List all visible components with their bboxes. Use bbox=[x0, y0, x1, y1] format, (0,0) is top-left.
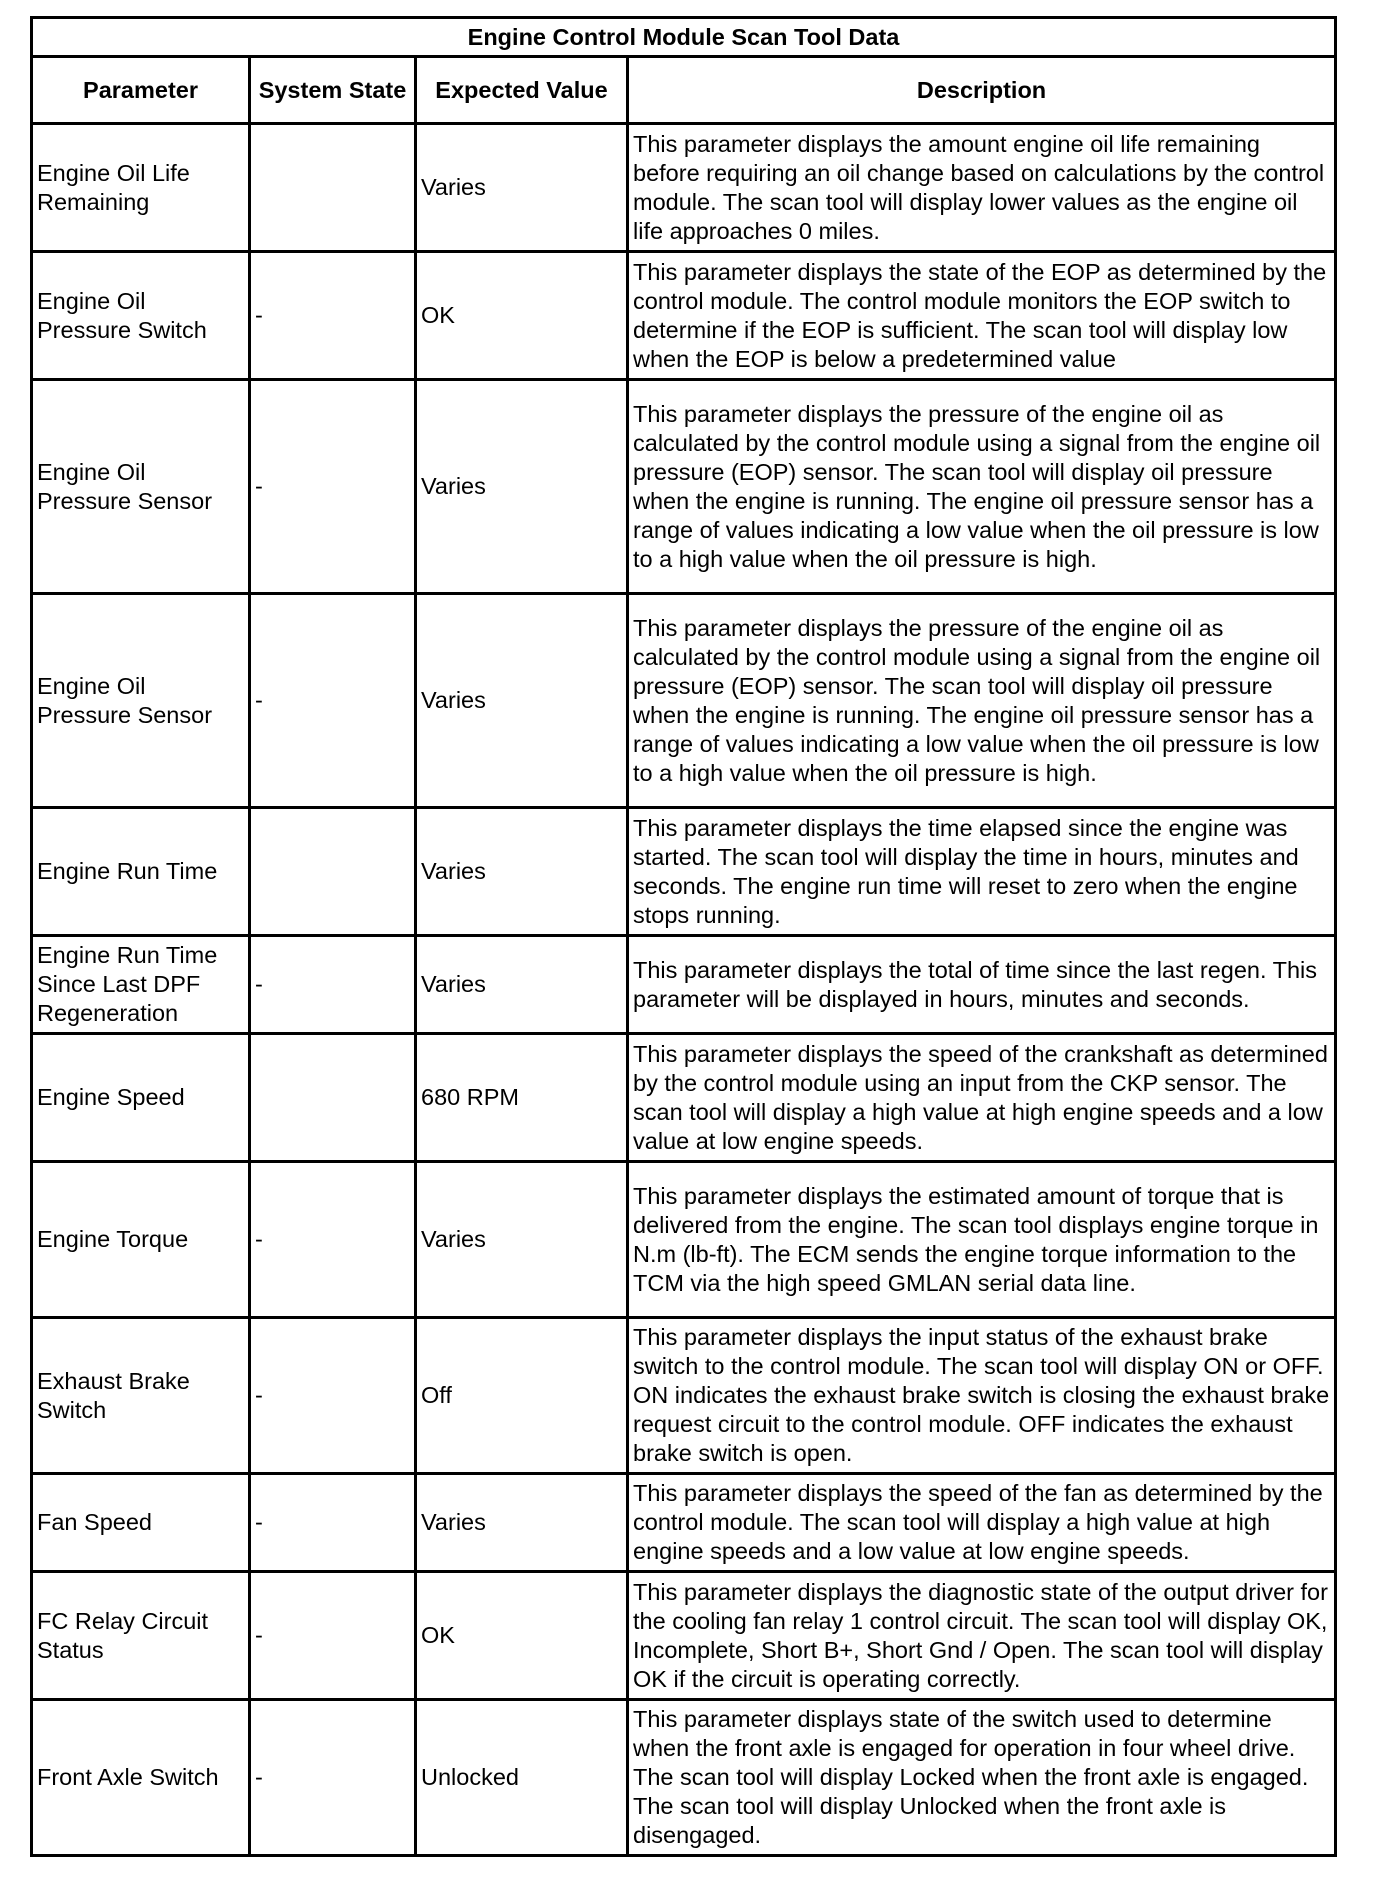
description-cell: This parameter displays the state of the EOP as determined by the control module. The control module monitors the EOP switch to determine if the EOP is sufficient. The scan tool will display low when the EOP is below a predetermined value bbox=[628, 252, 1336, 380]
system-state-cell: - bbox=[250, 380, 416, 594]
parameter-cell: Engine Oil Pressure Sensor bbox=[32, 594, 250, 808]
header-system-state: System State bbox=[250, 57, 416, 124]
expected-value-cell: Varies bbox=[416, 380, 628, 594]
expected-value-cell: Varies bbox=[416, 1162, 628, 1318]
system-state-cell: - bbox=[250, 936, 416, 1034]
expected-value-cell: 680 RPM bbox=[416, 1034, 628, 1162]
expected-value-cell: Off bbox=[416, 1318, 628, 1474]
expected-value-cell: Unlocked bbox=[416, 1700, 628, 1856]
parameter-cell: Fan Speed bbox=[32, 1474, 250, 1572]
description-cell: This parameter displays the input status of the exhaust brake switch to the control module. The scan tool will display ON or OFF. ON indicates the exhaust brake switch is closing the exhaust brake request circuit to the control module. OFF indicates the exhaust brake switch is open. bbox=[628, 1318, 1336, 1474]
scan-tool-data-table bbox=[30, 16, 1337, 1857]
description-cell: This parameter displays the diagnostic state of the output driver for the cooling fan relay 1 control circuit. The scan tool will display OK, Incomplete, Short B+, Short Gnd / Open. The scan tool will display OK if the circuit is operating correctly. bbox=[628, 1572, 1336, 1700]
table-row bbox=[32, 252, 1336, 380]
parameter-cell: Engine Torque bbox=[32, 1162, 250, 1318]
description-cell: This parameter displays the pressure of the engine oil as calculated by the control module using a signal from the engine oil pressure (EOP) sensor. The scan tool will display oil pressure when the engine is running. The engine oil pressure sensor has a range of values indicating a low value when the oil pressure is low to a high value when the oil pressure is high. bbox=[628, 380, 1336, 594]
table-row bbox=[32, 1318, 1336, 1474]
table-header-row bbox=[32, 57, 1336, 124]
expected-value-cell: OK bbox=[416, 252, 628, 380]
system-state-cell: - bbox=[250, 252, 416, 380]
description-cell: This parameter displays the pressure of the engine oil as calculated by the control module using a signal from the engine oil pressure (EOP) sensor. The scan tool will display oil pressure when the engine is running. The engine oil pressure sensor has a range of values indicating a low value when the oil pressure is low to a high value when the oil pressure is high. bbox=[628, 594, 1336, 808]
table-body bbox=[32, 124, 1336, 1856]
system-state-cell bbox=[250, 1034, 416, 1162]
system-state-cell: - bbox=[250, 1318, 416, 1474]
header-parameter: Parameter bbox=[32, 57, 250, 124]
parameter-cell: Engine Oil Life Remaining bbox=[32, 124, 250, 252]
system-state-cell bbox=[250, 808, 416, 936]
parameter-cell: Engine Run Time Since Last DPF Regeneration bbox=[32, 936, 250, 1034]
table-title: Engine Control Module Scan Tool Data bbox=[32, 18, 1336, 57]
table-row bbox=[32, 1572, 1336, 1700]
description-cell: This parameter displays state of the switch used to determine when the front axle is engaged for operation in four wheel drive. The scan tool will display Locked when the front axle is engaged. The scan tool will display Unlocked when the front axle is disengaged. bbox=[628, 1700, 1336, 1856]
parameter-cell: Exhaust Brake Switch bbox=[32, 1318, 250, 1474]
header-expected-value: Expected Value bbox=[416, 57, 628, 124]
description-cell: This parameter displays the speed of the fan as determined by the control module. The scan tool will display a high value at high engine speeds and a low value at low engine speeds. bbox=[628, 1474, 1336, 1572]
table-row bbox=[32, 936, 1336, 1034]
system-state-cell: - bbox=[250, 1700, 416, 1856]
parameter-cell: Engine Oil Pressure Switch bbox=[32, 252, 250, 380]
system-state-cell: - bbox=[250, 594, 416, 808]
header-description: Description bbox=[628, 57, 1336, 124]
description-cell: This parameter displays the total of time since the last regen. This parameter will be displayed in hours, minutes and seconds. bbox=[628, 936, 1336, 1034]
system-state-cell: - bbox=[250, 1572, 416, 1700]
description-cell: This parameter displays the time elapsed since the engine was started. The scan tool will display the time in hours, minutes and seconds. The engine run time will reset to zero when the engine stops running. bbox=[628, 808, 1336, 936]
description-cell: This parameter displays the amount engine oil life remaining before requiring an oil change based on calculations by the control module. The scan tool will display lower values as the engine oil life approaches 0 miles. bbox=[628, 124, 1336, 252]
expected-value-cell: Varies bbox=[416, 936, 628, 1034]
table-row bbox=[32, 808, 1336, 936]
expected-value-cell: Varies bbox=[416, 1474, 628, 1572]
parameter-cell: Engine Oil Pressure Sensor bbox=[32, 380, 250, 594]
table-title-row bbox=[32, 18, 1336, 57]
system-state-cell: - bbox=[250, 1162, 416, 1318]
description-cell: This parameter displays the estimated amount of torque that is delivered from the engine. The scan tool displays engine torque in N.m (lb-ft). The ECM sends the engine torque information to the TCM via the high speed GMLAN serial data line. bbox=[628, 1162, 1336, 1318]
expected-value-cell: Varies bbox=[416, 594, 628, 808]
system-state-cell bbox=[250, 124, 416, 252]
table-row bbox=[32, 380, 1336, 594]
table-row bbox=[32, 1474, 1336, 1572]
table-row bbox=[32, 1034, 1336, 1162]
expected-value-cell: OK bbox=[416, 1572, 628, 1700]
table-row bbox=[32, 594, 1336, 808]
parameter-cell: FC Relay Circuit Status bbox=[32, 1572, 250, 1700]
description-cell: This parameter displays the speed of the crankshaft as determined by the control module using an input from the CKP sensor. The scan tool will display a high value at high engine speeds and a low value at low engine speeds. bbox=[628, 1034, 1336, 1162]
table-row bbox=[32, 124, 1336, 252]
expected-value-cell: Varies bbox=[416, 124, 628, 252]
parameter-cell: Front Axle Switch bbox=[32, 1700, 250, 1856]
expected-value-cell: Varies bbox=[416, 808, 628, 936]
parameter-cell: Engine Speed bbox=[32, 1034, 250, 1162]
table-row bbox=[32, 1162, 1336, 1318]
table-row bbox=[32, 1700, 1336, 1856]
system-state-cell: - bbox=[250, 1474, 416, 1572]
parameter-cell: Engine Run Time bbox=[32, 808, 250, 936]
